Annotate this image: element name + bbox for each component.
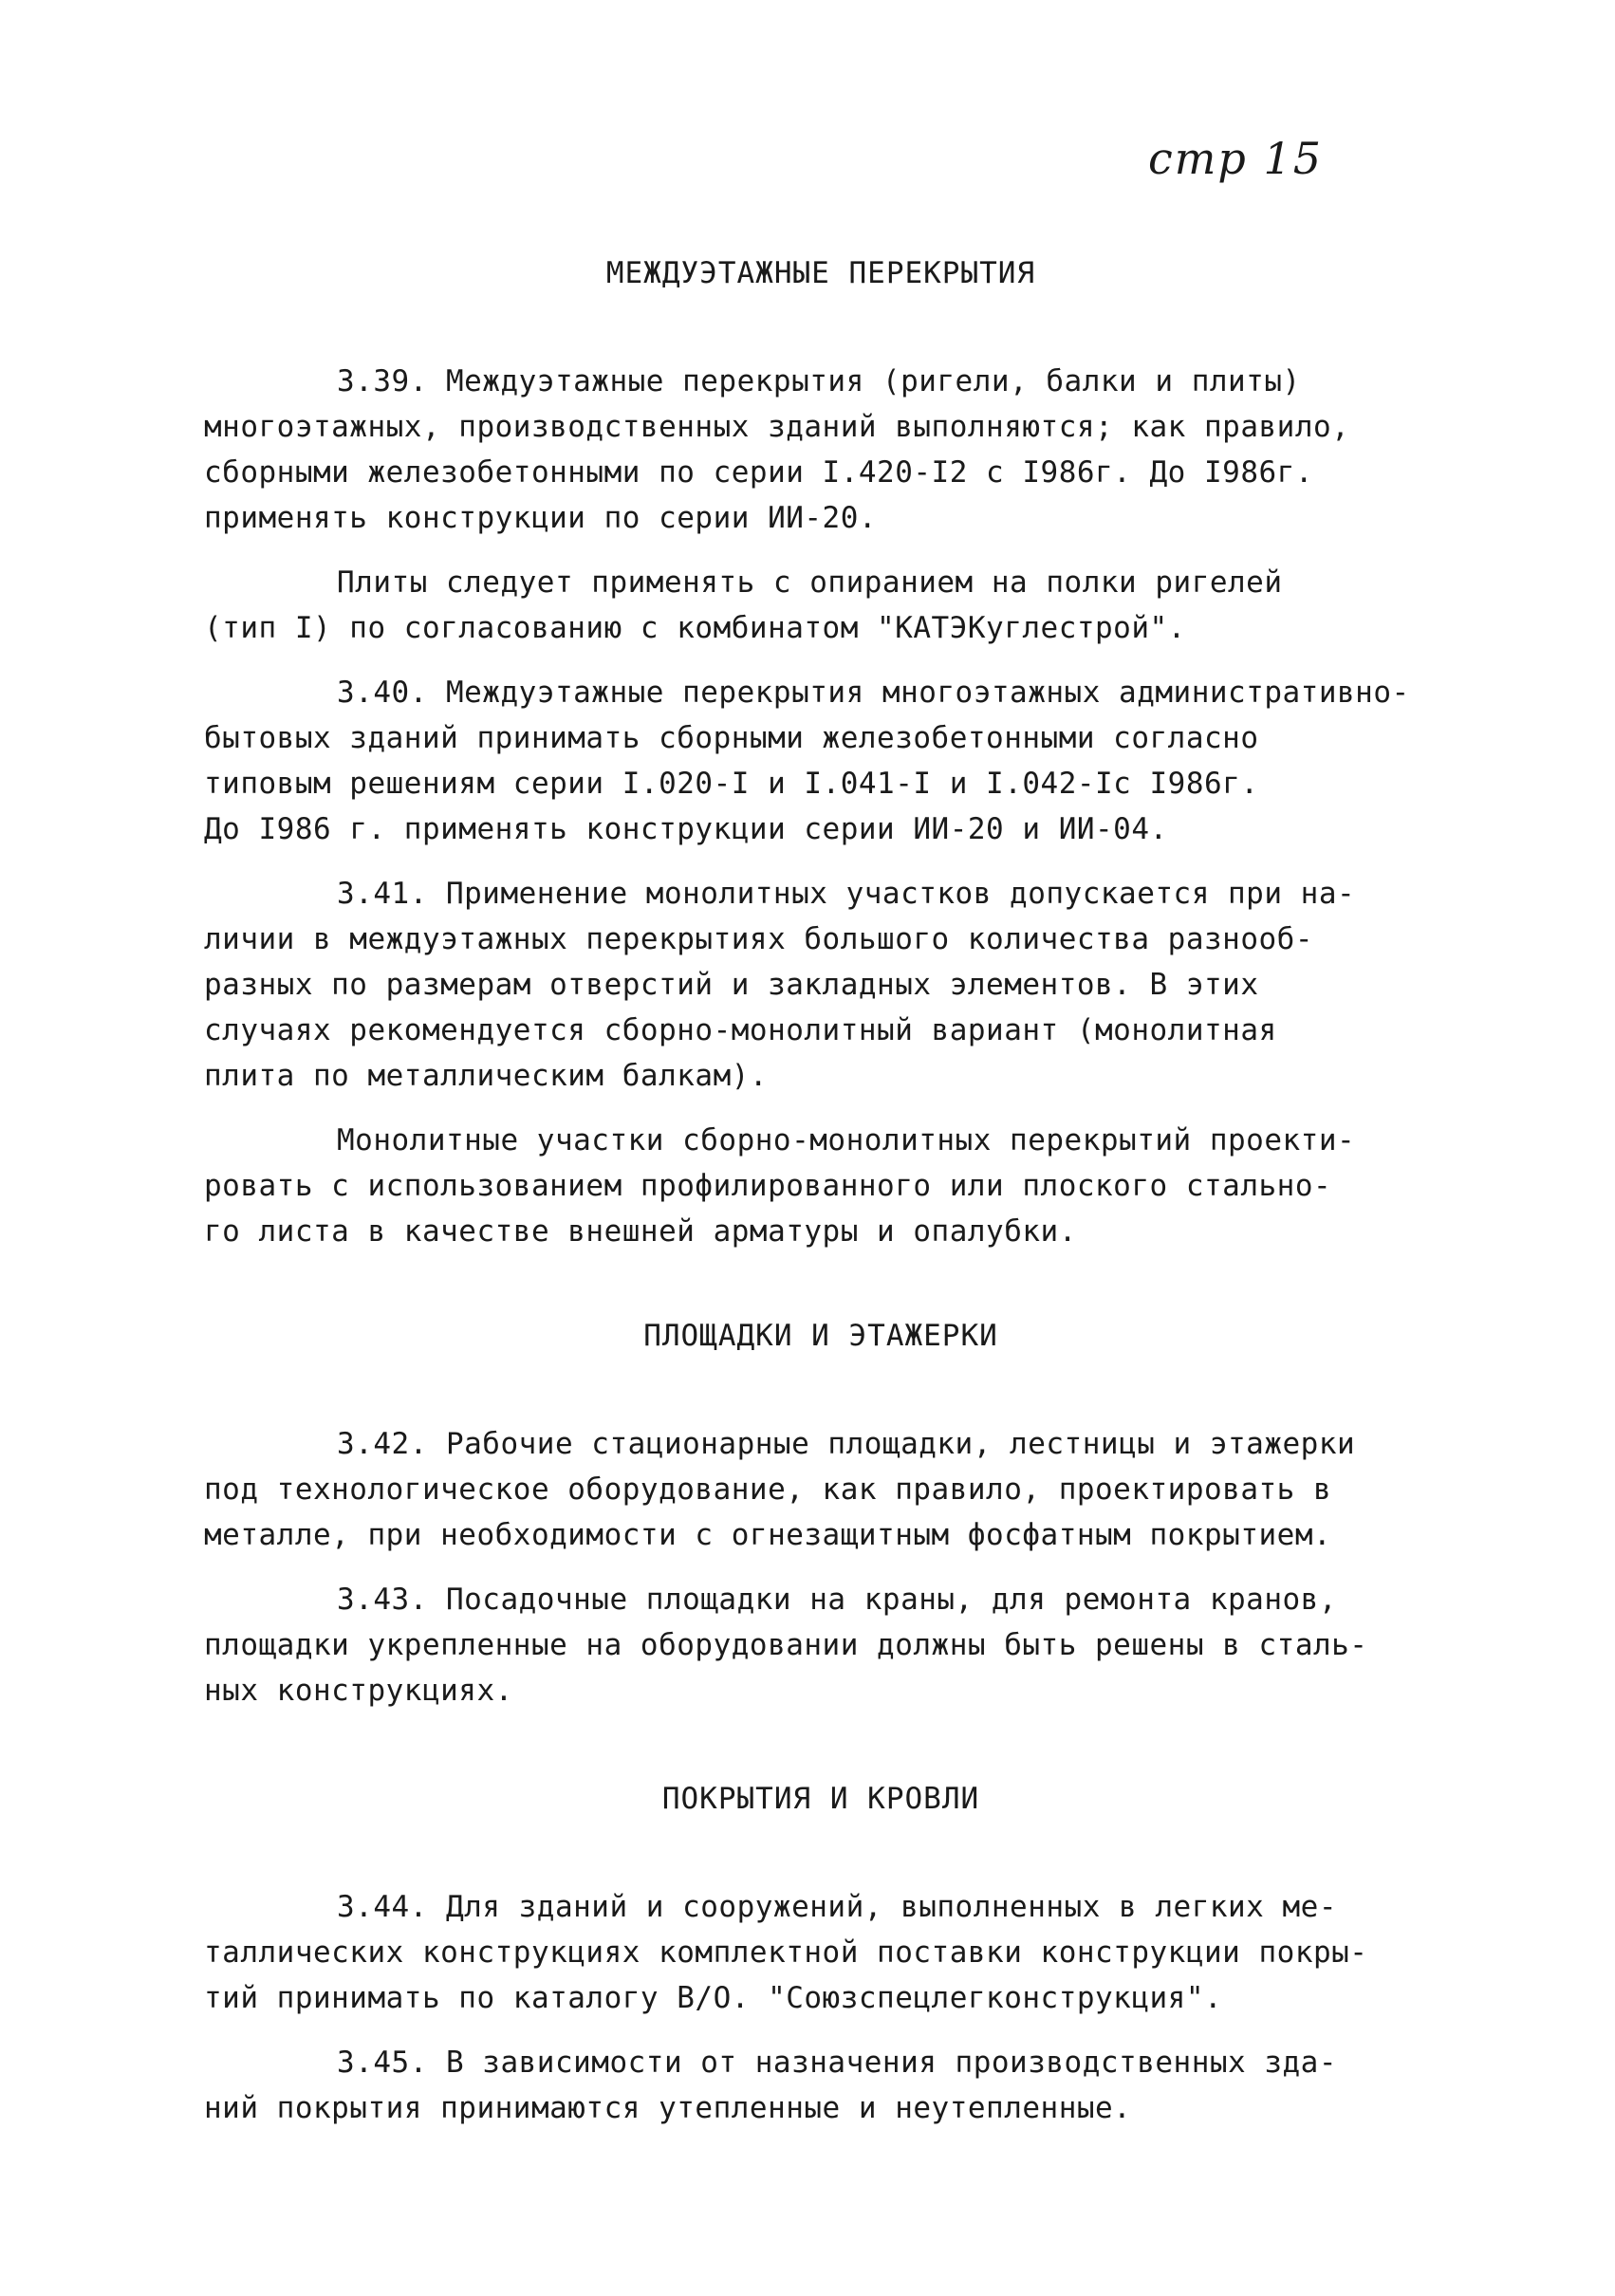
text-line: плита по металлическим балкам). [204, 1059, 769, 1093]
section-heading: МЕЖДУЭТАЖНЫЕ ПЕРЕКРЫТИЯ [605, 256, 1036, 290]
paragraph-3-41 [204, 871, 1438, 1099]
text-line: Плиты следует применять с опиранием на полки ригелей [337, 565, 1283, 600]
text-line: 3.45. В зависимости от назначения производственных зда- [337, 2046, 1337, 2080]
paragraph-3-39 [204, 359, 1438, 541]
text-line: многоэтажных, производственных зданий выполняются; как правило, [204, 410, 1350, 444]
text-line: площадки укрепленные на оборудовании должны быть решены в сталь- [204, 1628, 1368, 1662]
text-line: под технологическое оборудование, как правило, проектировать в [204, 1472, 1332, 1507]
section-platforms [204, 1319, 1438, 1713]
section-floor-slabs [204, 256, 1438, 1254]
text-line: 3.40. Междуэтажные перекрытия многоэтажных административно- [337, 676, 1410, 710]
text-line: ний покрытия принимаются утепленные и неутепленные. [204, 2091, 1132, 2125]
section-heading: ПЛОЩАДКИ И ЭТАЖЕРКИ [643, 1319, 998, 1353]
text-line: 3.41. Применение монолитных участков допускается при на- [337, 877, 1356, 911]
paragraph-3-45 [204, 2040, 1438, 2131]
text-line: 3.39. Междуэтажные перекрытия (ригели, балки и плиты) [337, 364, 1301, 398]
text-line: типовым решениям серии I.020-I и I.041-I и I.042-Iс I986г. [204, 767, 1259, 801]
handwritten-page-number: стр 15 [1148, 133, 1323, 184]
text-line: 3.44. Для зданий и сооружений, выполненных в легких ме- [337, 1890, 1337, 1924]
text-line: (тип I) по согласованию с комбинатом "КАТЭКуглестрой". [204, 611, 1186, 645]
paragraph-3-42 [204, 1421, 1438, 1558]
text-line: таллических конструкциях комплектной поставки конструкции покры- [204, 1935, 1368, 1970]
text-line: тий принимать по каталогу В/О. "Союзспецлегконструкция". [204, 1981, 1223, 2015]
text-line: До I986 г. применять конструкции серии ИИ-20 и ИИ-04. [204, 812, 1168, 846]
text-line: сборными железобетонными по серии I.420-I2 с I986г. До I986г. [204, 455, 1313, 490]
text-line: ровать с использованием профилированного или плоского стально- [204, 1169, 1332, 1203]
section-roofing [204, 1782, 1438, 2131]
paragraph-slabs-support [204, 560, 1438, 651]
text-line: применять конструкции по серии ИИ-20. [204, 501, 878, 535]
text-line: го листа в качестве внешней арматуры и опалубки. [204, 1214, 1077, 1249]
text-line: личии в междуэтажных перекрытиях большого количества разнооб- [204, 922, 1313, 956]
paragraph-monolithic-sections [204, 1118, 1438, 1254]
text-line: 3.43. Посадочные площадки на краны, для ремонта кранов, [337, 1583, 1337, 1617]
text-line: разных по размерам отверстий и закладных элементов. В этих [204, 968, 1259, 1002]
text-line: 3.42. Рабочие стационарные площадки, лестницы и этажерки [337, 1427, 1356, 1461]
text-line: случаях рекомендуется сборно-монолитный вариант (монолитная [204, 1013, 1277, 1047]
paragraph-3-44 [204, 1884, 1438, 2021]
text-line: ных конструкциях. [204, 1674, 513, 1708]
paragraph-3-43 [204, 1577, 1438, 1713]
paragraph-3-40 [204, 670, 1438, 852]
text-line: Монолитные участки сборно-монолитных перекрытий проекти- [337, 1123, 1356, 1157]
document-body [204, 256, 1438, 2131]
section-heading: ПОКРЫТИЯ И КРОВЛИ [661, 1782, 980, 1816]
text-line: бытовых зданий принимать сборными железобетонными согласно [204, 721, 1259, 755]
text-line: металле, при необходимости с огнезащитным фосфатным покрытием. [204, 1518, 1332, 1552]
